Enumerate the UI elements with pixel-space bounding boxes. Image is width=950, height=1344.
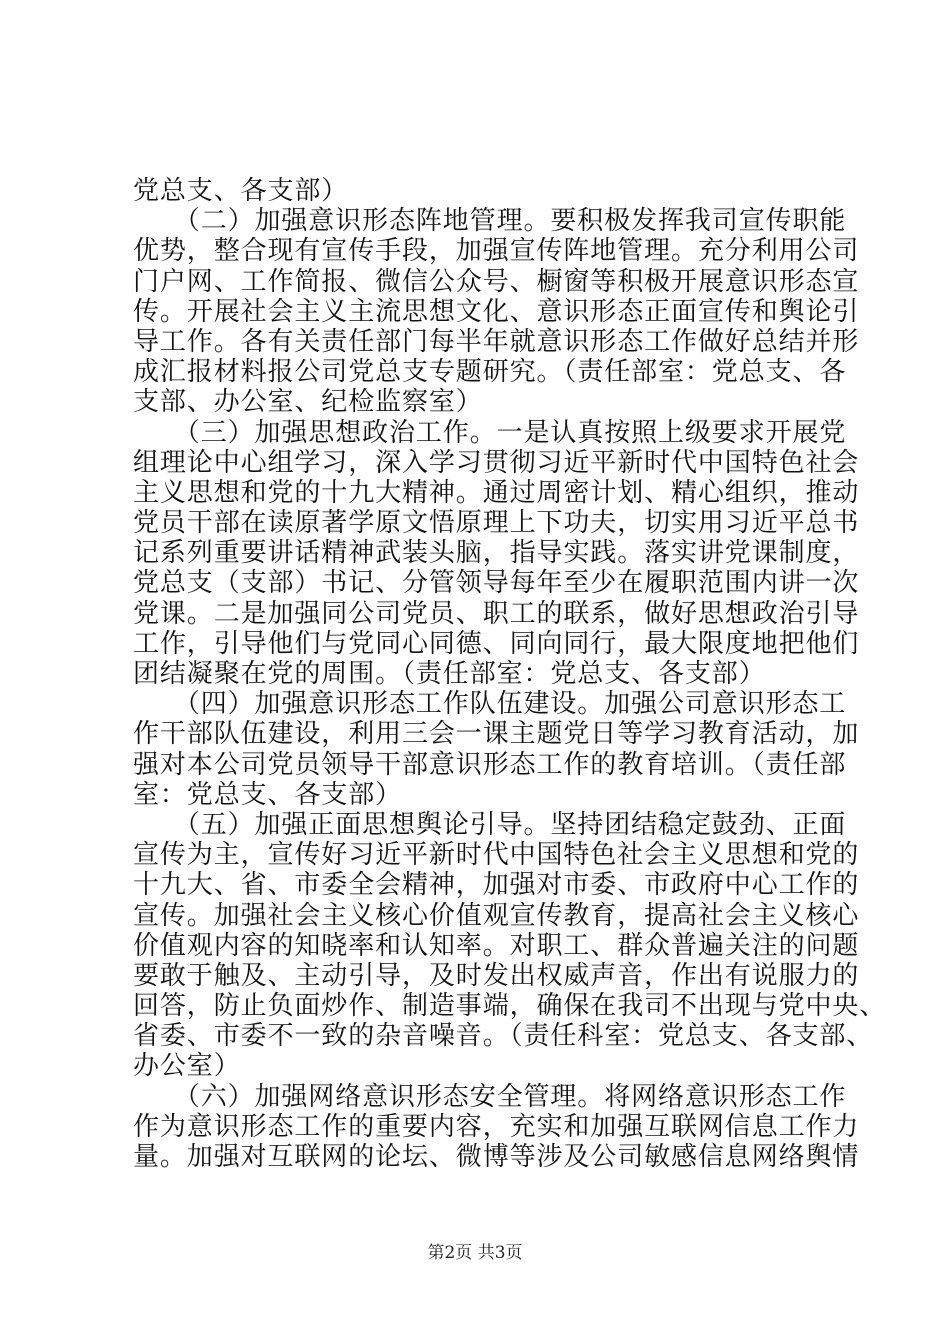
text-line: 宣传为主，宣传好习近平新时代中国特色社会主义思想和党的 [133, 840, 860, 871]
text-line: （三）加强思想政治工作。一是认真按照上级要求开展党 [133, 417, 847, 448]
text-line: 党员干部在读原著学原文悟原理上下功夫，切实用习近平总书 [133, 508, 860, 539]
text-line: （五）加强正面思想舆论引导。坚持团结稳定鼓劲、正面 [133, 809, 847, 840]
text-line: 十九大、省、市委全会精神，加强对市委、市政府中心工作的 [133, 870, 860, 901]
body-text [133, 176, 887, 1172]
text-line: 组理论中心组学习，深入学习贯彻习近平新时代中国特色社会 [133, 447, 860, 478]
text-line: 宣传。加强社会主义核心价值观宣传教育，提高社会主义核心 [133, 900, 860, 931]
text-line: （四）加强意识形态工作队伍建设。加强公司意识形态工 [133, 689, 847, 720]
text-line: 主义思想和党的十九大精神。通过周密计划、精心组织，推动 [133, 477, 860, 508]
text-line: 价值观内容的知晓率和认知率。对职工、群众普遍关注的问题 [133, 930, 860, 961]
text-line: 量。加强对互联网的论坛、微博等涉及公司敏感信息网络舆情 [133, 1142, 860, 1172]
text-line: 优势，整合现有宣传手段，加强宣传阵地管理。充分利用公司 [133, 236, 860, 267]
text-line: （二）加强意识形态阵地管理。要积极发挥我司宣传职能 [133, 206, 847, 237]
text-line: 作干部队伍建设，利用三会一课主题党日等学习教育活动，加 [133, 719, 860, 750]
text-line: 传。开展社会主义主流思想文化、意识形态正面宣传和舆论引 [133, 296, 860, 327]
text-line: 党总支、各支部） [133, 176, 349, 206]
text-line: 支部、办公室、纪检监察室） [133, 387, 483, 418]
text-line: 门户网、工作简报、微信公众号、橱窗等积极开展意识形态宣 [133, 266, 860, 297]
text-line: 作为意识形态工作的重要内容，充实和加强互联网信息工作力 [133, 1111, 860, 1142]
text-line: 室：党总支、各支部） [133, 779, 403, 810]
text-line: 导工作。各有关责任部门每半年就意识形态工作做好总结并形 [133, 326, 860, 357]
text-line: 记系列重要讲话精神武装头脑，指导实践。落实讲党课制度， [133, 538, 860, 569]
text-line: 党课。二是加强同公司党员、职工的联系，做好思想政治引导 [133, 598, 860, 629]
text-line: 要敢于触及、主动引导，及时发出权威声音，作出有说服力的 [133, 960, 860, 991]
text-line: 党总支（支部）书记、分管领导每年至少在履职范围内讲一次 [133, 568, 860, 599]
text-line: 强对本公司党员领导干部意识形态工作的教育培训。（责任部 [133, 749, 847, 780]
text-line: （六）加强网络意识形态安全管理。将网络意识形态工作 [133, 1081, 847, 1112]
text-line: 省委、市委不一致的杂音噪音。（责任科室：党总支、各支部、 [133, 1021, 874, 1052]
text-line: 回答，防止负面炒作、制造事端，确保在我司不出现与党中央、 [133, 991, 887, 1022]
page-number-footer: 第2页 共3页 [427, 1243, 523, 1263]
text-line: 团结凝聚在党的周围。（责任部室：党总支、各支部） [133, 659, 766, 689]
text-line: 成汇报材料报公司党总支专题研究。（责任部室：党总支、各 [133, 357, 847, 388]
text-line: 工作，引导他们与党同心同德、同向同行，最大限度地把他们 [133, 628, 860, 659]
text-line: 办公室） [133, 1051, 241, 1082]
